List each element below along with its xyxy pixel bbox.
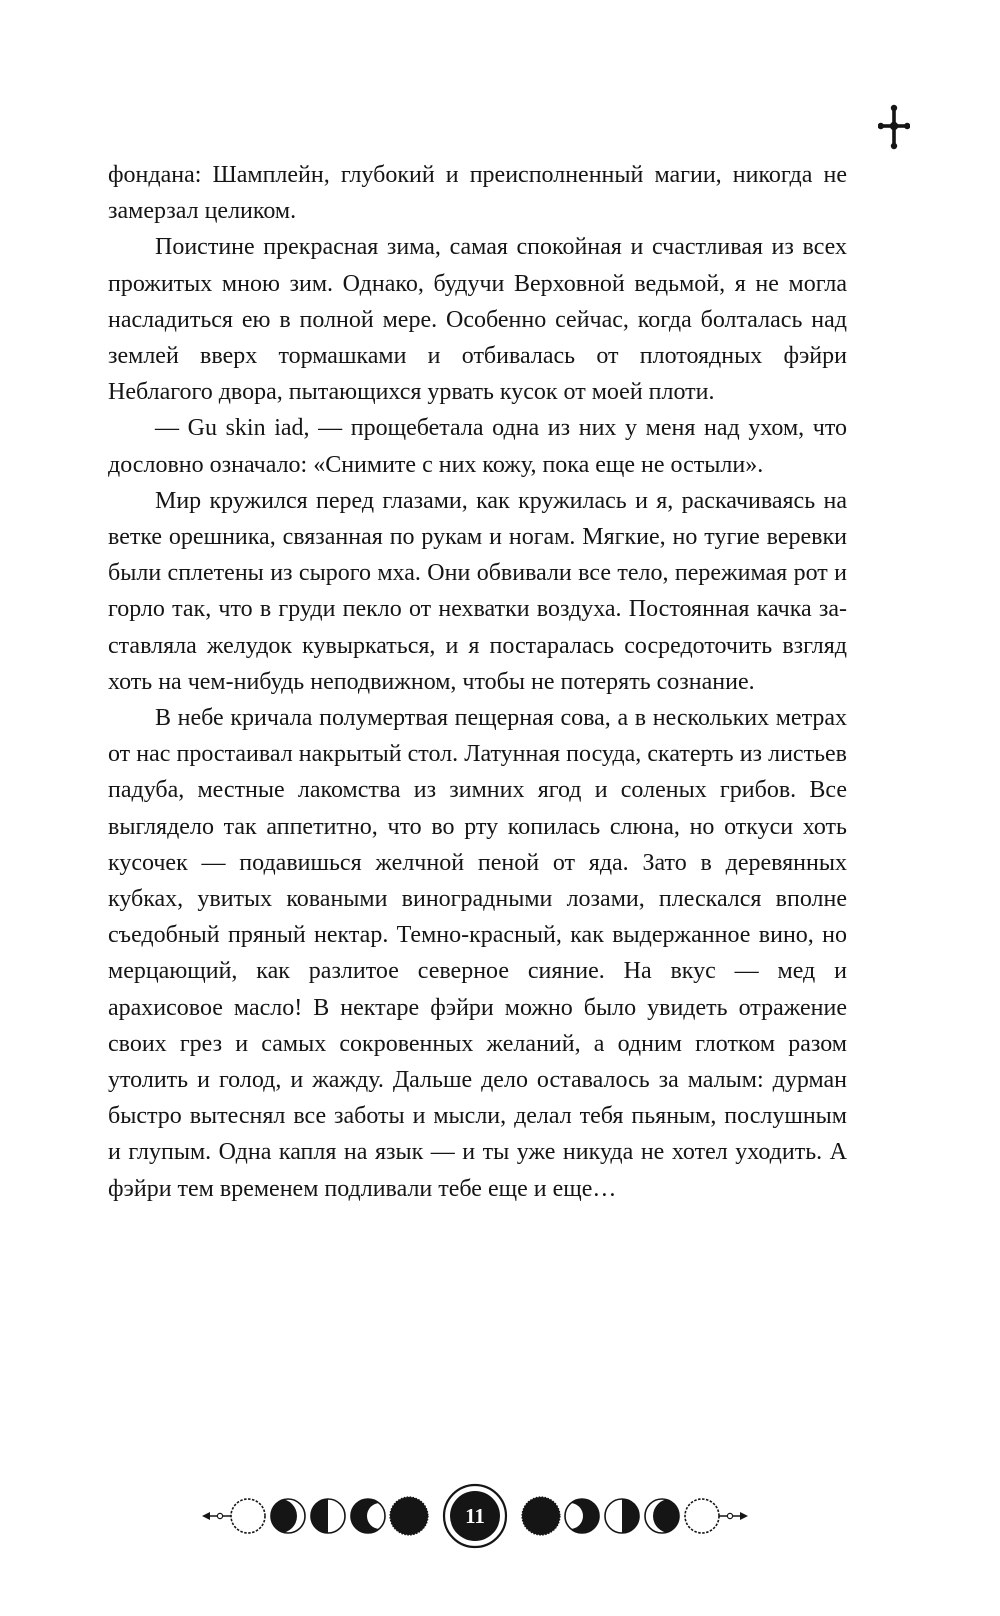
paragraph: Поистине прекрасная зима, самая спокойная и счастливая из всех прожитых мною зим. Однако, будучи Верховной ведьмой, я не могла насладиться ею в полной мере. Особенно сейчас, когда болталась над землей вверх тормашками и отбивалась от плотоядных фэйри Неблагого двора, пытающихся урвать кусок от моей плоти. [108, 234, 847, 406]
moon-half-left [311, 1499, 345, 1533]
corner-ornament-icon [878, 104, 910, 150]
moon-crescent-right [645, 1499, 687, 1533]
body-text [108, 157, 847, 1207]
paragraph: В небе кричала полумертвая пещерная сова, а в нескольких метрах от нас простаивал накрытый стол. Латунная посуда, скатерть из листьев падуба, местные лакомства из зимних ягод и соленых грибов. Все выглядело так аппетитно, что во рту копилась слюна, но откуси хоть кусочек — подавишься желчной пеной от яда. Зато в деревянных кубках, увитых коваными виноградными лозами, плескался вполне съедобный пряный нектар. Темно-красный, как выдержанное вино, но мерцающий, как разлитое северное сияние. На вкус — мед и арахисовое масло! В нектаре фэйри можно было увидеть отражение своих грез и самых сокровенных желаний, а одним глотком разом утолить и голод, и жажду. Дальше дело оставалось за малым: дурман быстро вытеснял все заботы и мысли, делал тебя пьяным, послушным и глупым. Одна капля на язык — и ты уже никуда не хотел уходить. А фэйри тем временем подливали тебе еще и еще… [108, 705, 847, 1202]
moon-full-right [685, 1499, 719, 1533]
moon-half-right [605, 1499, 639, 1533]
moon-gibbous-right [557, 1499, 599, 1533]
page-number: 11 [465, 1504, 485, 1528]
moon-new-left [390, 1497, 428, 1535]
moon-new-right [522, 1497, 560, 1535]
paragraph: фондана: Шамплейн, глубокий и преисполненный магии, никогда не замерзал целиком. [108, 162, 847, 225]
moon-crescent-left [263, 1499, 305, 1533]
moon-full-left [231, 1499, 265, 1533]
paragraph: — Gu skin iad, — прощебетала одна из них у меня над ухом, что дословно означало: «Снимите с них кожу, пока еще не остыли». [108, 415, 847, 478]
footer-arrow-left [202, 1512, 210, 1520]
moon-gibbous-left [351, 1499, 393, 1533]
footer-arrow-right [740, 1512, 748, 1520]
paragraph: Мир кружился перед глазами, как кружилась и я, раскачиваясь на ветке орешника, связанная по рукам и ногам. Мягкие, но тугие веревки были сплетены из сырого мха. Они обвивали все тело, пережимая рот и горло так, что в груди пекло от нехватки воздуха. Постоянная качка заставляла желудок кувыркаться, и я постаралась сосредоточить взгляд хоть на чем-нибудь неподвижном, чтобы не потерять сознание. [108, 487, 847, 695]
